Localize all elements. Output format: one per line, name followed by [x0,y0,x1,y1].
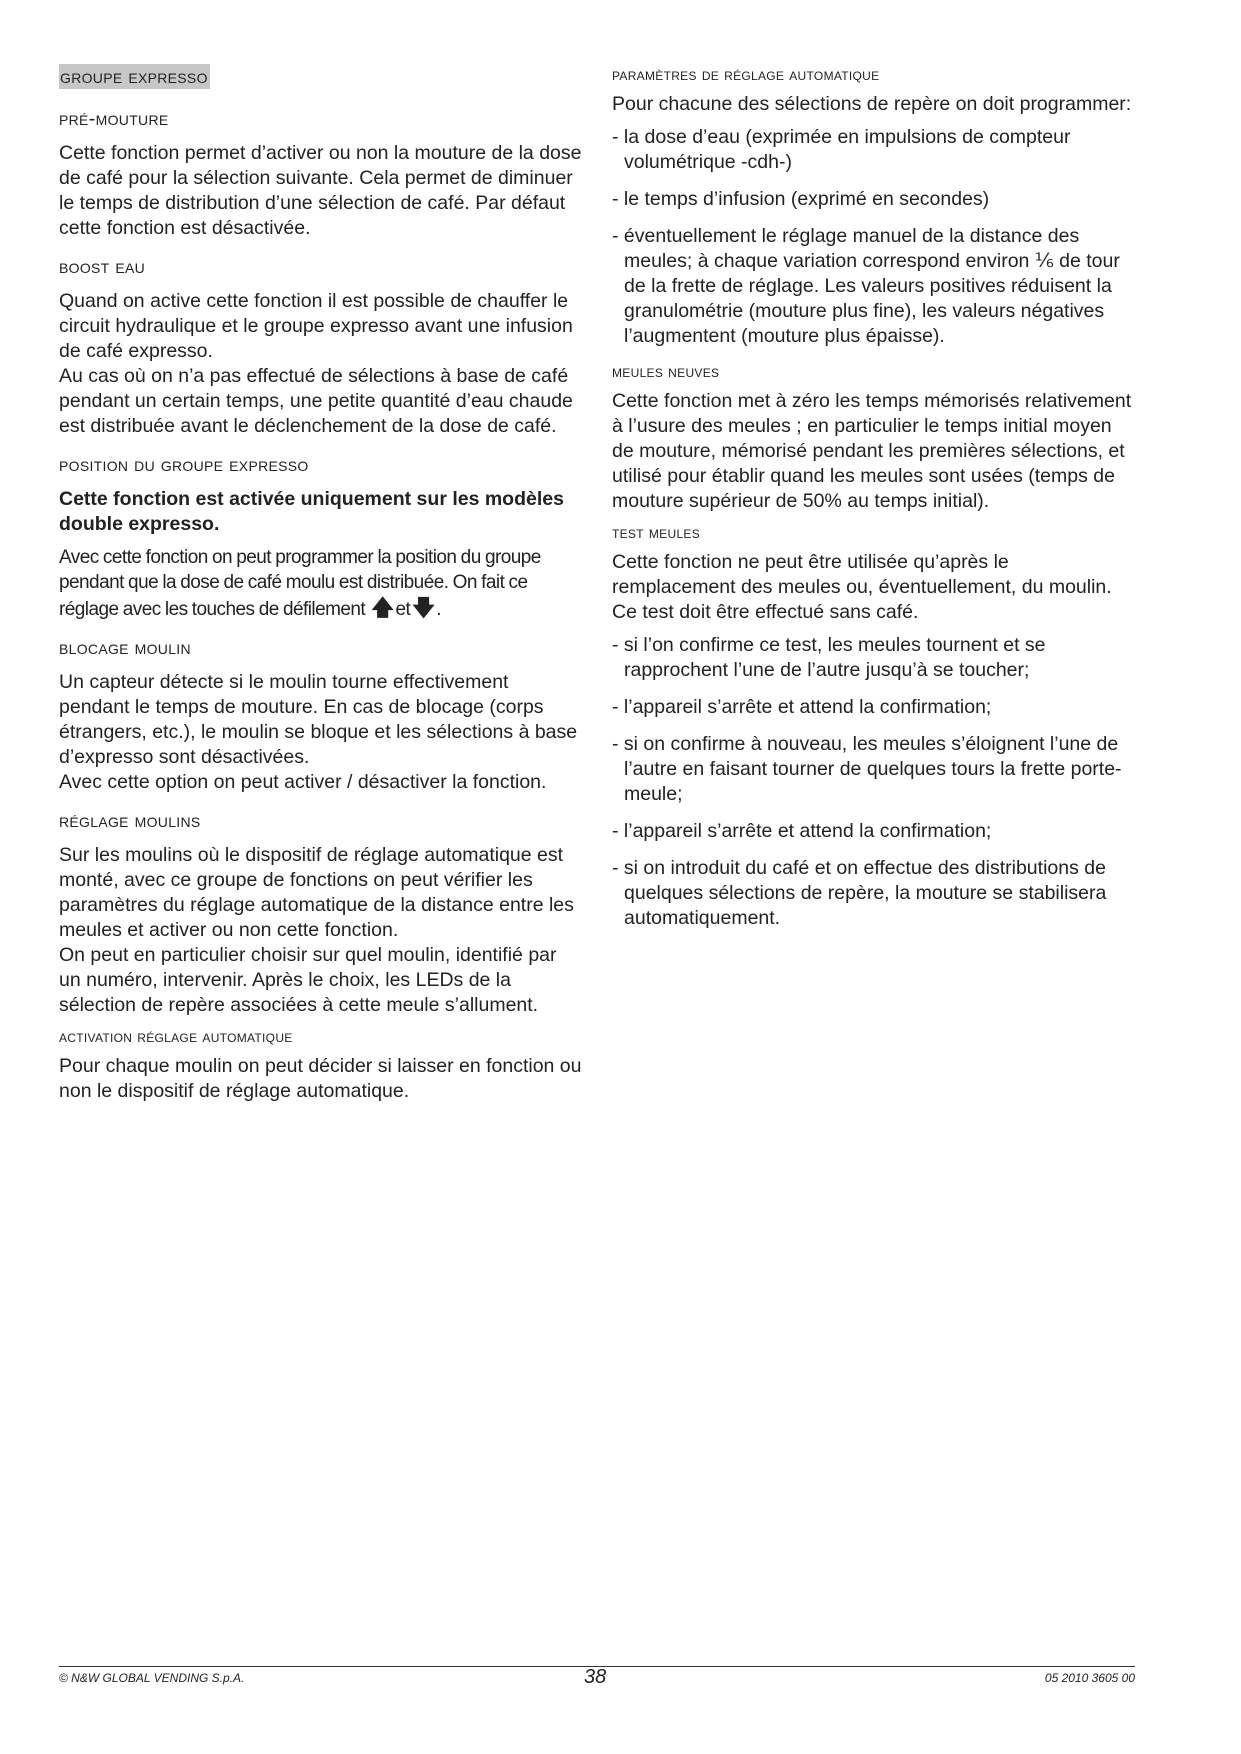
activation-text: Pour chaque moulin on peut décider si laisser en fonction ou non le dispositif de réglage automatique. [59,1055,582,1102]
test-meules-list [612,633,1136,931]
main-heading: groupe expresso [60,66,208,88]
right-column [612,64,1136,943]
meules-neuves-heading: meules neuves [612,362,720,381]
parametres-intro: Pour chacune des sélections de repère on doit programmer: [612,93,1132,115]
test-meules-text-1: Cette fonction ne peut être utilisée qu’après le remplacement des meules ou, éventuellement, du moulin. [612,551,1112,598]
position-bold-text: Cette fonction est activée uniquement sur les modèles double expresso. [59,488,564,535]
boost-eau-text-2: Au cas où on n’a pas effectué de sélections à base de café pendant un certain temps, une petite quantité d’eau chaude est distribuée avant le déclenchement de la dose de café. [59,365,573,437]
arrow-up-icon: 🡅 [371,595,394,620]
position-conj: et [395,599,411,620]
list-item: - si on confirme à nouveau, les meules s’éloignent l’une de l’autre en faisant tourner de quelques tours la frette porte-meule; [612,733,1122,805]
blocage-heading: blocage moulin [59,637,191,659]
boost-eau-text-1: Quand on active cette fonction il est possible de chauffer le circuit hydraulique et le groupe expresso avant une infusion de café expresso. [59,290,573,362]
test-meules-text-2: Ce test doit être effectué sans café. [612,601,919,623]
left-column [59,64,583,1118]
test-meules-heading: test meules [612,523,701,542]
list-item: - l’appareil s’arrête et attend la confirmation; [612,820,992,842]
arrow-down-icon: 🡇 [412,595,435,620]
page-number: 38 [584,1666,607,1688]
list-item: - si l’on confirme ce test, les meules tournent et se rapprochent l’une de l’autre jusqu’à se toucher; [612,634,1046,681]
blocage-text-1: Un capteur détecte si le moulin tourne effectivement pendant le temps de mouture. En cas de blocage (corps étrangers, etc.), le moulin se bloque et les sélections à base d’expresso sont désactivées. [59,671,578,768]
document-code: 05 2010 3605 00 [1044,1671,1135,1685]
pre-mouture-heading: pré-mouture [59,108,169,130]
position-text [59,545,583,622]
position-end: . [436,599,442,620]
reglage-text-1: Sur les moulins où le dispositif de réglage automatique est monté, avec ce groupe de fonctions on peut vérifier les paramètres du réglage automatique de la distance entre les meules et activer ou non cette fonction. [59,844,574,941]
position-text-body: Avec cette fonction on peut programmer la position du groupe pendant que la dose de café moulu est distribuée. On fait ce réglage avec les touches de défilement [59,547,541,620]
reglage-text-2: On peut en particulier choisir sur quel moulin, identifié par un numéro, intervenir. Après le choix, les LEDs de la sélection de repère associées à cette meule s’allument. [59,944,557,1016]
parametres-heading: paramètres de réglage automatique [612,65,880,84]
parametres-list [612,125,1136,349]
blocage-text-2: Avec cette option on peut activer / désactiver la fonction. [59,771,547,793]
meules-neuves-text: Cette fonction met à zéro les temps mémorisés relativement à l’usure des meules ; en particulier le temps initial moyen de mouture, mémorisé pendant les premières sélections, et utilisé pour établir quand les meules sont usées (temps de mouture supérieur de 50% au temps initial). [612,390,1132,512]
activation-heading: activation réglage automatique [59,1027,293,1046]
pre-mouture-text: Cette fonction permet d’activer ou non la mouture de la dose de café pour la sélection suivante. Cela permet de diminuer le temps de distribution d’une sélection de café. Par défaut cette fonction est désactivée. [59,142,582,239]
list-item: - la dose d’eau (exprimée en impulsions de compteur volumétrique -cdh-) [612,126,1071,173]
reglage-heading: réglage moulins [59,810,201,832]
position-heading: position du groupe expresso [59,454,309,476]
list-item: - le temps d’infusion (exprimé en secondes) [612,188,990,210]
list-item: - si on introduit du café et on effectue des distributions de quelques sélections de repère, la mouture se stabilisera automatiquement. [612,857,1107,929]
list-item: - éventuellement le réglage manuel de la distance des meules; à chaque variation correspond environ ⅙ de tour de la frette de réglage. Les valeurs positives réduisent la granulométrie (mouture plus fine), les valeurs négatives l’augmentent (mouture plus épaisse). [612,225,1120,347]
boost-eau-heading: boost eau [59,256,146,278]
footer-copyright: © N&W GLOBAL VENDING S.p.A. [59,1671,245,1685]
list-item: - l’appareil s’arrête et attend la confirmation; [612,696,992,718]
